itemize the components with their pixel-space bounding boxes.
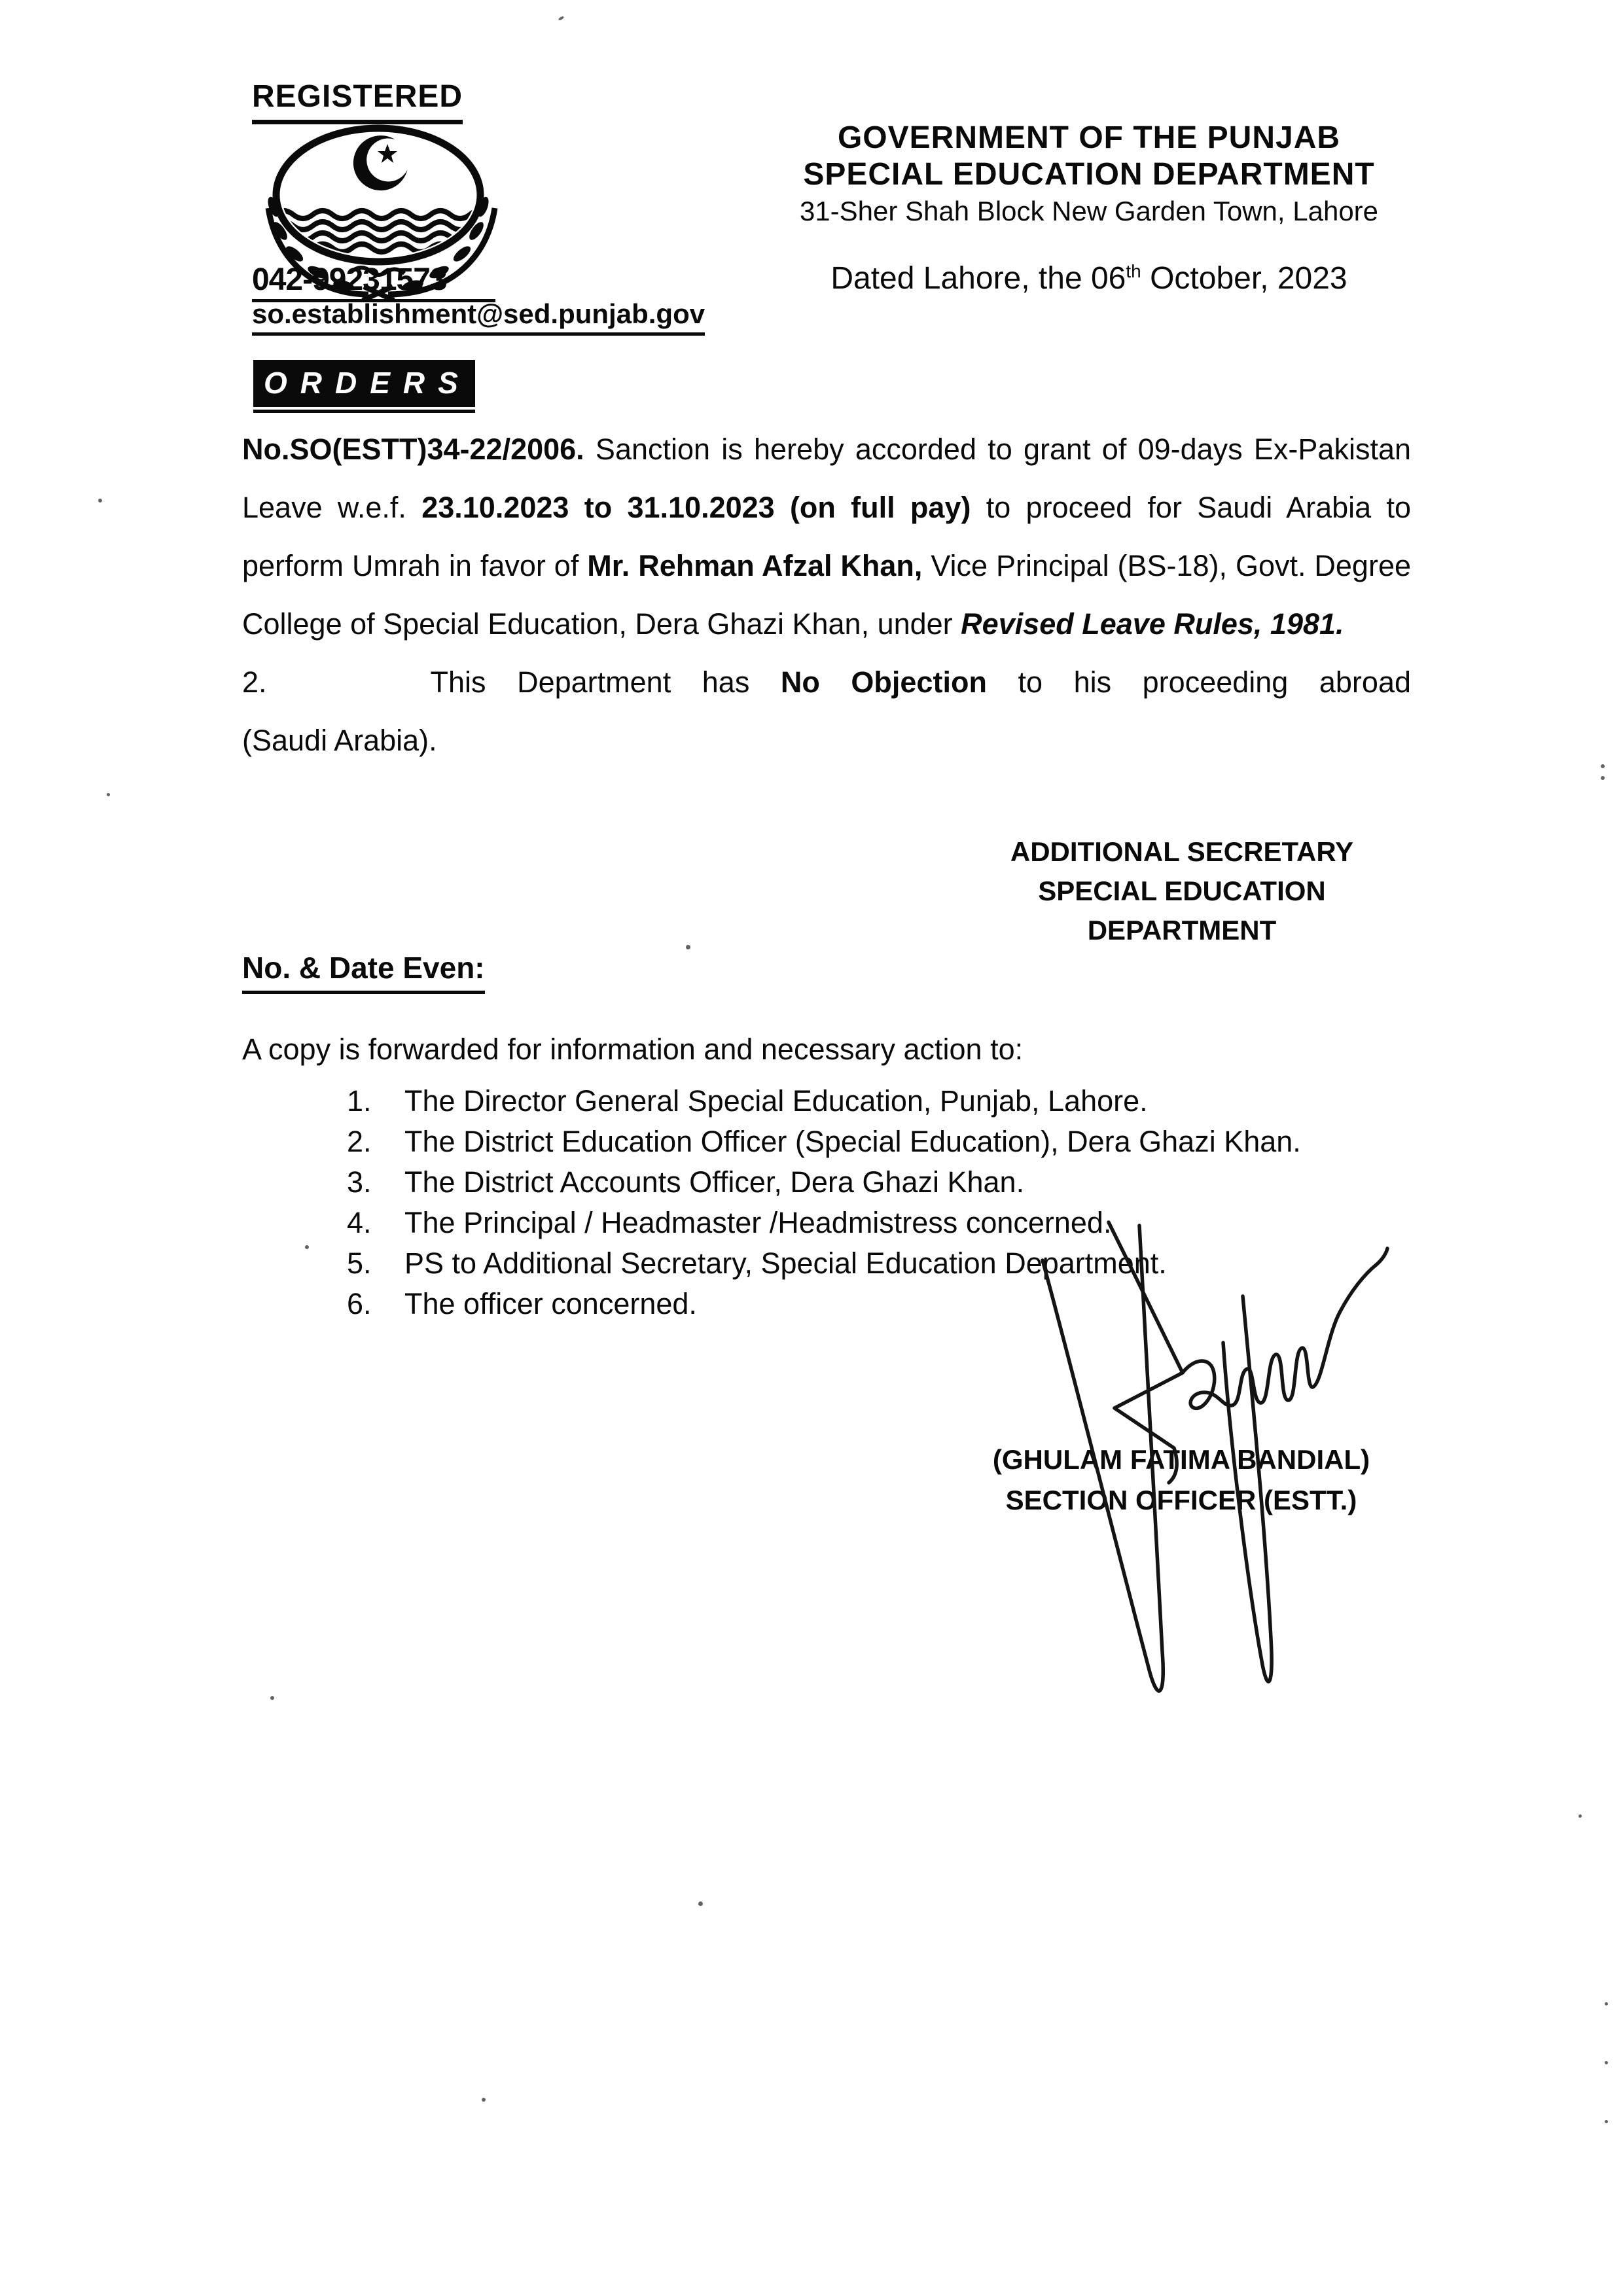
forwarding-line: A copy is forwarded for information and necessary action to: [242, 1033, 1024, 1066]
scan-speck [1605, 2002, 1608, 2005]
designation-line: ADDITIONAL SECRETARY [1010, 836, 1354, 867]
letterhead [772, 120, 1406, 230]
scan-speck [107, 793, 110, 796]
scan-speck [305, 1245, 309, 1249]
ordinal-superscript: th [1126, 261, 1141, 281]
scan-speck [1601, 776, 1605, 780]
department-address: 31-Sher Shah Block New Garden Town, Lahore [799, 196, 1379, 226]
para1-line3: perform Umrah in favor of Mr. Rehman Afzal Khan, Vice Principal (BS-18), Govt. Degree [242, 549, 1412, 582]
government-title: GOVERNMENT OF THE PUNJAB [837, 120, 1341, 155]
order-body [242, 420, 1411, 769]
orders-heading-underline [253, 360, 475, 413]
number-date-label: No. & Date Even: [242, 950, 485, 994]
list-item: 4. The Principal / Headmaster /Headmistress concerned. [347, 1206, 1112, 1239]
list-item: 3. The District Accounts Officer, Dera Ghazi Khan. [347, 1165, 1025, 1199]
registered-label: REGISTERED [252, 79, 463, 124]
list-item: 2. The District Education Officer (Special Education), Dera Ghazi Khan. [347, 1125, 1301, 1158]
list-item: 5. PS to Additional Secretary, Special Education Department. [347, 1246, 1167, 1280]
para2-line2: (Saudi Arabia). [242, 724, 437, 757]
scan-speck [558, 16, 565, 21]
signatory-name: (GHULAM FATIMA BANDIAL) [992, 1444, 1370, 1475]
scan-speck [1605, 2120, 1608, 2123]
scan-speck [698, 1901, 703, 1906]
scan-speck [482, 2098, 486, 2102]
designation-line: DEPARTMENT [1087, 915, 1277, 945]
designation-line: SPECIAL EDUCATION [1038, 875, 1326, 906]
scan-speck [686, 945, 690, 949]
scan-speck [1578, 1814, 1582, 1818]
list-item: 6. The officer concerned. [347, 1287, 697, 1320]
phone-number: 042-99231573 [252, 262, 495, 302]
signatory-title: SECTION OFFICER (ESTT.) [1005, 1485, 1357, 1515]
scan-speck [1605, 2061, 1608, 2064]
date-line: Dated Lahore, the 06th October, 2023 [830, 261, 1347, 296]
signatory-designation [955, 832, 1408, 950]
handwritten-signature-icon [916, 1207, 1433, 1724]
para1-line1: No.SO(ESTT)34-22/2006. Sanction is hereby accorded to grant of 09-days Ex-Pakistan [242, 433, 1411, 466]
scan-speck [98, 499, 102, 503]
list-item: 1. The Director General Special Education, Punjab, Lahore. [347, 1084, 1148, 1118]
orders-heading: ORDERS [253, 360, 475, 407]
scan-speck [270, 1696, 274, 1700]
para1-line2: Leave w.e.f. 23.10.2023 to 31.10.2023 (on full pay) to proceed for Saudi Arabia to [242, 491, 1411, 524]
para2-line1: 2. This Department has No Objection to his proceeding abroad [242, 665, 1412, 699]
department-title: SPECIAL EDUCATION DEPARTMENT [803, 157, 1375, 192]
email-address: so.establishment@sed.punjab.gov [252, 298, 705, 336]
para1-line4: College of Special Education, Dera Ghazi Khan, under Revised Leave Rules, 1981. [242, 607, 1344, 641]
scan-speck [1601, 764, 1605, 768]
